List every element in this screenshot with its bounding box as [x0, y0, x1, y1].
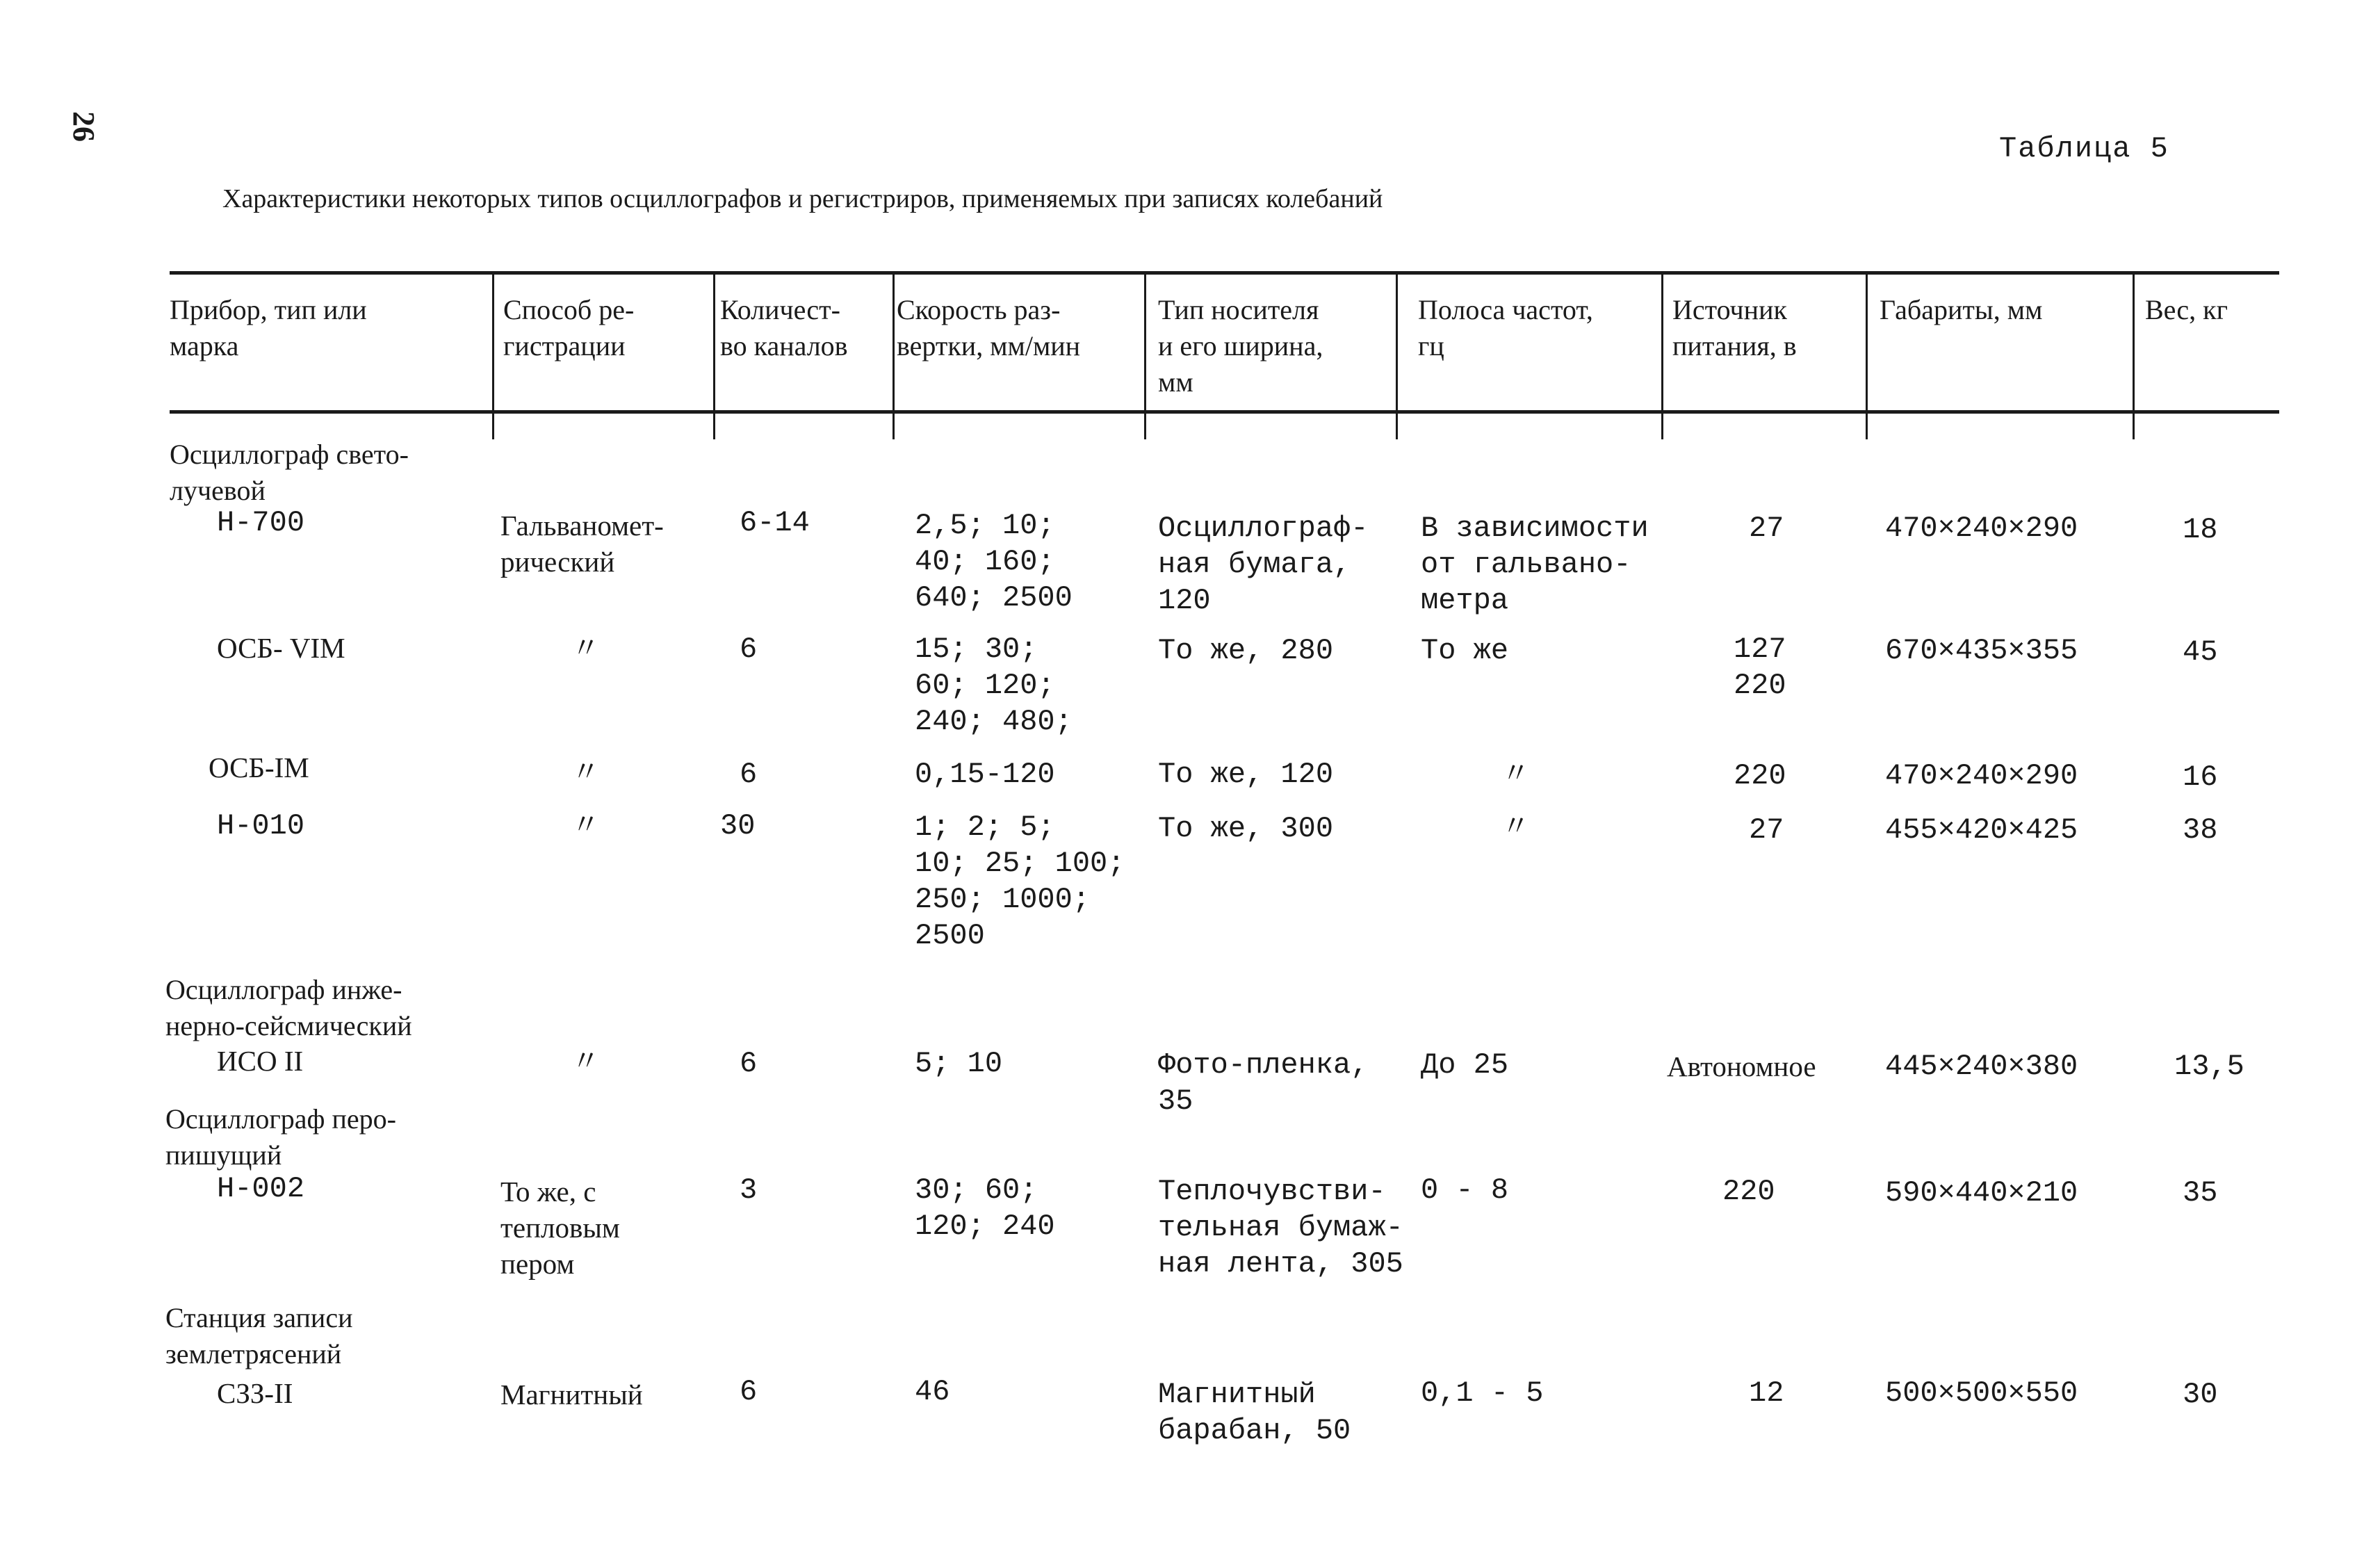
- header-power: Источник питания, в: [1672, 294, 1797, 361]
- cell-power: Автономное: [1667, 1050, 1816, 1082]
- cell-method: 〃: [571, 632, 600, 664]
- cell-method: То же, с тепловым пером: [500, 1176, 620, 1280]
- cell-weight: 35: [2183, 1176, 2218, 1210]
- column-divider: [1396, 273, 1398, 439]
- cell-power: 220: [1722, 1175, 1775, 1208]
- cell-channels: 6: [740, 1375, 758, 1408]
- table-header-rule: [170, 410, 2279, 414]
- page-number: 26: [67, 111, 101, 142]
- cell-dimensions: 590×440×210: [1885, 1176, 2078, 1210]
- table-top-rule: [170, 271, 2279, 275]
- cell-speed: 15; 30; 60; 120; 240; 480;: [915, 633, 1073, 738]
- header-speed: Скорость раз- вертки, мм/мин: [897, 294, 1081, 361]
- column-divider: [892, 273, 895, 439]
- cell-band: В зависимости от гальвано- метра: [1421, 512, 1649, 617]
- cell-method: 〃: [571, 809, 600, 840]
- cell-device: ОСБ- VIМ: [217, 632, 345, 664]
- cell-channels: 6: [740, 633, 758, 666]
- cell-method: 〃: [571, 1045, 600, 1077]
- group-label-light-beam: Осциллограф свето- лучевой: [170, 439, 409, 506]
- header-carrier: Тип носителя и его ширина, мм: [1158, 294, 1323, 398]
- cell-channels: 3: [740, 1173, 758, 1207]
- cell-power: 27: [1749, 813, 1784, 847]
- cell-band: 0 - 8: [1421, 1173, 1509, 1207]
- cell-weight: 16: [2183, 761, 2218, 794]
- cell-carrier: Теплочувстви- тельная бумаж- ная лента, 305: [1158, 1175, 1403, 1281]
- cell-speed: 46: [915, 1375, 950, 1408]
- cell-carrier: То же, 280: [1158, 634, 1334, 667]
- cell-power: 127 220: [1734, 633, 1786, 702]
- cell-dimensions: 500×500×550: [1885, 1376, 2078, 1410]
- cell-band: То же: [1421, 634, 1509, 667]
- cell-method: Гальваномет- рический: [500, 510, 664, 578]
- cell-carrier: Осциллограф- ная бумага, 120: [1158, 512, 1369, 617]
- cell-carrier: Фото-пленка, 35: [1158, 1048, 1369, 1118]
- cell-channels: 6: [740, 1047, 758, 1080]
- cell-device: СЗЗ-II: [217, 1377, 293, 1409]
- cell-carrier: Магнитный барабан, 50: [1158, 1378, 1351, 1447]
- cell-band: До 25: [1421, 1048, 1509, 1082]
- cell-weight: 18: [2183, 513, 2218, 546]
- cell-dimensions: 445×240×380: [1885, 1050, 2078, 1083]
- cell-dimensions: 470×240×290: [1885, 759, 2078, 793]
- header-method: Способ ре- гистрации: [503, 294, 635, 361]
- column-divider: [2133, 273, 2135, 439]
- cell-dimensions: 470×240×290: [1885, 512, 2078, 545]
- cell-channels: 30: [720, 809, 756, 843]
- cell-speed: 5; 10: [915, 1047, 1003, 1080]
- column-divider: [492, 273, 494, 439]
- cell-speed: 0,15-120: [915, 758, 1055, 791]
- cell-weight: 38: [2183, 813, 2218, 847]
- cell-power: 27: [1749, 512, 1784, 545]
- cell-weight: 45: [2183, 635, 2218, 669]
- group-label-station: Станция записи землетрясений: [165, 1302, 353, 1370]
- table-caption: Характеристики некоторых типов осциллографов и регистриров, применяемых при записях колебаний: [222, 184, 1383, 213]
- cell-channels: 6: [740, 758, 758, 791]
- cell-method: 〃: [571, 756, 600, 788]
- cell-channels: 6-14: [740, 506, 810, 539]
- cell-band: 0,1 - 5: [1421, 1376, 1544, 1410]
- header-channels: Количест- во каналов: [720, 294, 848, 361]
- cell-carrier: То же, 300: [1158, 812, 1334, 845]
- cell-weight: 13,5: [2174, 1050, 2244, 1083]
- cell-power: 12: [1749, 1376, 1784, 1410]
- cell-carrier: То же, 120: [1158, 758, 1334, 791]
- cell-band: 〃: [1501, 810, 1530, 842]
- cell-band: 〃: [1501, 757, 1530, 789]
- group-label-pen: Осциллограф перо- пишущий: [165, 1103, 396, 1171]
- column-divider: [1144, 273, 1146, 439]
- header-dimensions: Габариты, мм: [1880, 294, 2043, 325]
- cell-device: Н-700: [217, 506, 305, 539]
- cell-dimensions: 670×435×355: [1885, 634, 2078, 667]
- cell-method: Магнитный: [500, 1379, 643, 1411]
- cell-speed: 1; 2; 5; 10; 25; 100; 250; 1000; 2500: [915, 811, 1125, 952]
- table-label: Таблица 5: [1999, 132, 2169, 165]
- cell-power: 220: [1734, 759, 1786, 793]
- cell-device: Н-010: [217, 809, 305, 843]
- cell-dimensions: 455×420×425: [1885, 813, 2078, 847]
- header-weight: Вес, кг: [2145, 294, 2228, 325]
- cell-weight: 30: [2183, 1378, 2218, 1411]
- header-device: Прибор, тип или марка: [170, 294, 367, 361]
- column-divider: [713, 273, 715, 439]
- column-divider: [1866, 273, 1868, 439]
- cell-device: ИСО II: [217, 1045, 304, 1077]
- cell-device: Н-002: [217, 1172, 305, 1205]
- header-band: Полоса частот, гц: [1418, 294, 1593, 361]
- cell-speed: 30; 60; 120; 240: [915, 1173, 1055, 1243]
- column-divider: [1661, 273, 1663, 439]
- cell-speed: 2,5; 10; 40; 160; 640; 2500: [915, 509, 1073, 615]
- group-label-seismic: Осциллограф инже- нерно-сейсмический: [165, 974, 412, 1041]
- cell-device: ОСБ-IМ: [209, 751, 309, 783]
